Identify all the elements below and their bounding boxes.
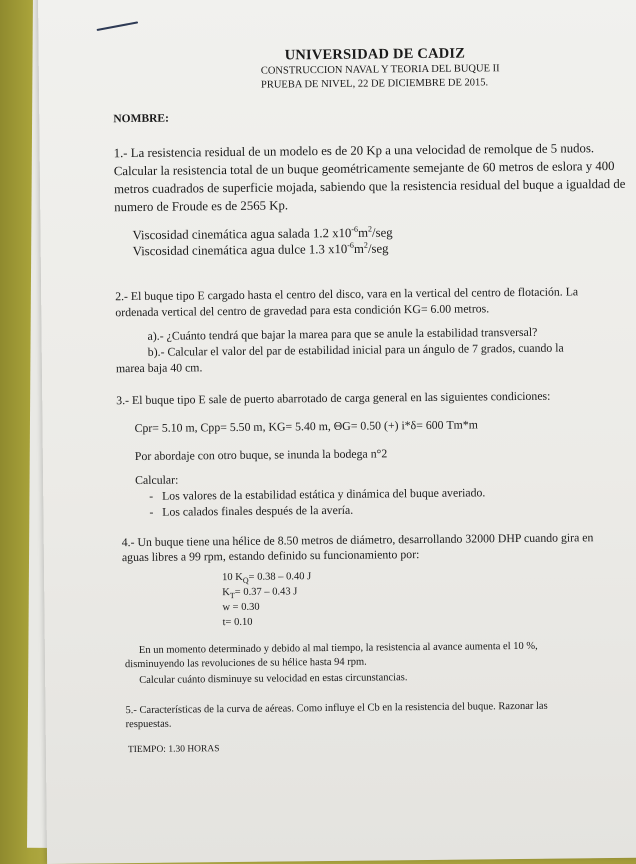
q2-b1: b).- Calcular el valor del par de estabilidad inicial para un ángulo de 7 grados, cuando la xyxy=(147,340,564,359)
university-title: UNIVERSIDAD DE CADIZ xyxy=(284,45,466,64)
q1-line2: Calcular la resistencia total de un buque geométricamente semejante de 60 metros de eslora y 400 xyxy=(113,158,615,179)
q4-para1: En un momento determinado y debido al mal tiempo, la resistencia al avance aumenta el 10 %, xyxy=(138,640,538,656)
q4-w: w = 0.30 xyxy=(222,601,260,614)
exam-sheet xyxy=(38,0,636,864)
q5-line1: 5.- Características de la curva de aéreas. Como influye el Cb en la resistencia del buque. Razonar las xyxy=(125,700,548,717)
q1-visc-salada: Viscosidad cinemática agua salada 1.2 $x10^{-6}m^2$/seg xyxy=(132,224,393,243)
q2-line1: 2.- El buque tipo E cargado hasta el centro del disco, vara en la vertical del centro de flotación. La xyxy=(115,284,579,304)
exam-title: PRUEBA DE NIVEL, 22 DE DICIEMBRE DE 2015. xyxy=(260,77,489,91)
q3-item-1: - Los valores de la estabilidad estática y dinámica del buque averiado. xyxy=(149,485,486,503)
q3-calcular: Calcular: xyxy=(135,472,179,488)
q2-a: a).- ¿Cuánto tendrá que bajar la marea para que se anule la estabilidad transversal? xyxy=(147,324,538,343)
q3-conditions: Cpr= 5.10 m, Cpp= 5.50 m, KG= 5.40 m, ΘG= 0.50 (+) i*δ= 600 Tm*m xyxy=(134,417,478,436)
course-title: CONSTRUCCION NAVAL Y TEORIA DEL BUQUE II xyxy=(260,63,500,77)
q3-line1: 3.- El buque tipo E sale de puerto abarrotado de carga general en las siguientes condiciones: xyxy=(116,388,551,408)
tiempo-label: TIEMPO: 1.30 HORAS xyxy=(127,744,220,756)
q4-t: t= 0.10 xyxy=(222,616,253,629)
q1-line1: 1.- La resistencia residual de un modelo es de 20 Kp a una velocidad de remolque de 5 nudos. xyxy=(113,141,595,161)
q3-abordaje: Por abordaje con otro buque, se inunda la bodega n°2 xyxy=(134,446,388,464)
q4-kq: 10 $K_Q= 0.38 - 0.40$ J xyxy=(222,571,312,585)
q4-line2: aguas libres a 99 rpm, estando definido su funcionamiento por: xyxy=(121,547,420,565)
q1-visc-dulce: Viscosidad cinemática agua dulce 1.3 $x10^{-6}m^2$/seg xyxy=(132,240,389,259)
q4-kt: $K_T= 0.37 - 0.43$ J xyxy=(222,586,298,601)
q5-line2: respuestas. xyxy=(125,718,172,731)
q2-b2: marea baja 40 cm. xyxy=(115,360,203,376)
q4-line1: 4.- Un buque tiene una hélice de 8.50 metros de diámetro, desarrollando 32000 DHP cuando gira en xyxy=(121,530,594,550)
pen-mark xyxy=(97,21,139,31)
name-label: NOMBRE: xyxy=(113,112,169,126)
q2-line2: ordenada vertical del centro de gravedad para esta condición KG= 6.00 metros. xyxy=(115,301,490,320)
q3-item-2: - Los calados finales después de la avería. xyxy=(149,502,354,519)
q4-para2: disminuyendo las revoluciones de su hélice hasta 94 rpm. xyxy=(124,656,367,671)
q1-line3: metros cuadrados de superficie mojada, sabiendo que la resistencia residual del buque a igualdad de xyxy=(113,176,626,197)
q1-line4: numero de Froude es de 2565 Kp. xyxy=(114,198,289,215)
q4-para3: Calcular cuánto disminuye su velocidad en estas circunstancias. xyxy=(139,672,408,686)
